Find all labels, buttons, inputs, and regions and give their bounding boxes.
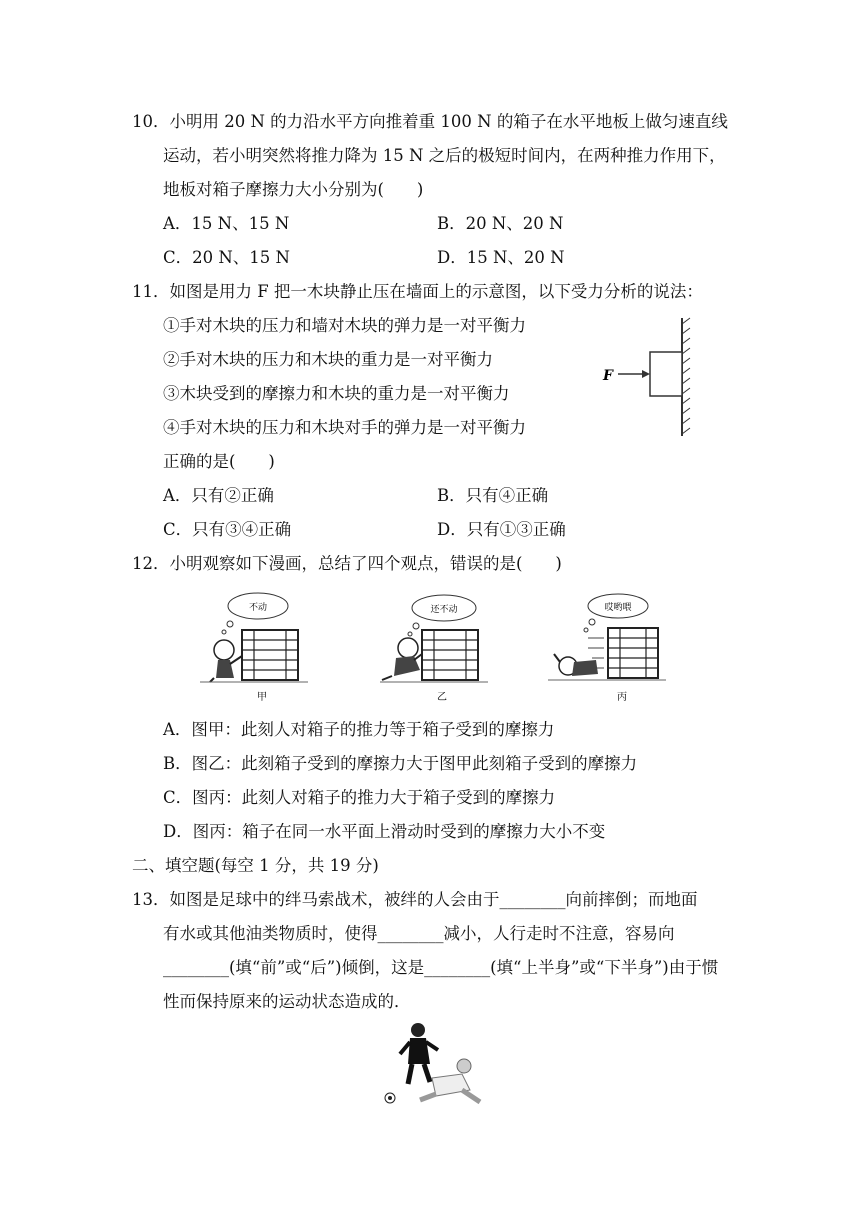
q12-stem: 12．小明观察如下漫画，总结了四个观点，错误的是( ): [132, 554, 562, 573]
football-tackle-image: [380, 1020, 485, 1108]
q11-tail: 正确的是( ): [163, 452, 275, 471]
q11-stem: 11．如图是用力 F 把一木块静止压在墙面上的示意图，以下受力分析的说法：: [132, 282, 703, 301]
q12-option-b: B．图乙：此刻箱子受到的摩擦力大于图甲此刻箱子受到的摩擦力: [163, 754, 638, 773]
panel-label-bing: 丙: [617, 692, 627, 703]
comic-panel-jia: [200, 590, 310, 708]
wall-block-figure: [598, 316, 698, 438]
q10-option-c: C．20 N、15 N: [163, 248, 290, 267]
panel-label-jia: 甲: [257, 692, 267, 703]
wooden-block: [650, 352, 682, 396]
q10-line-3: 地板对箱子摩擦力大小分别为( ): [163, 180, 424, 199]
q11-option-d: D．只有①③正确: [437, 520, 566, 539]
q10-line-2: 运动，若小明突然将推力降为 15 N 之后的极短时间内，在两种推力作用下，: [163, 146, 726, 165]
q11-statement-1: ①手对木块的压力和墙对木块的弹力是一对平衡力: [163, 316, 526, 335]
q11-option-a: A．只有②正确: [163, 486, 274, 505]
q10-option-a: A．15 N、15 N: [163, 214, 290, 233]
q11-option-c: C．只有③④正确: [163, 520, 292, 539]
q13-line-2: 有水或其他油类物质时，使得________减小，人行走时不注意，容易向: [163, 924, 675, 943]
section-heading: 二、填空题(每空 1 分，共 19 分): [132, 856, 379, 875]
q11-option-b: B．只有④正确: [437, 486, 549, 505]
q12-option-a: A．图甲：此刻人对箱子的推力等于箱子受到的摩擦力: [163, 720, 555, 739]
q10-option-b: B．20 N、20 N: [437, 214, 564, 233]
q12-option-c: C．图丙：此刻人对箱子的推力大于箱子受到的摩擦力: [163, 788, 556, 807]
q13-line-4: 性而保持原来的运动状态造成的．: [163, 992, 411, 1011]
bubble-text-bing: 哎哟喂: [604, 603, 632, 613]
q11-statement-2: ②手对木块的压力和木块的重力是一对平衡力: [163, 350, 493, 369]
bubble-text-yi: 还不动: [430, 605, 458, 615]
q12-option-d: D．图丙：箱子在同一水平面上滑动时受到的摩擦力大小不变: [163, 822, 606, 841]
q11-statement-3: ③木块受到的摩擦力和木块的重力是一对平衡力: [163, 384, 510, 403]
q10-option-d: D．15 N、20 N: [437, 248, 565, 267]
panel-label-yi: 乙: [437, 692, 447, 703]
comic-panel-bing: [548, 590, 668, 708]
q13-line-3: ________(填“前”或“后”)倾倒，这是________(填“上半身”或“下半身”)由于惯: [163, 958, 719, 977]
force-label: F: [603, 368, 613, 384]
q13-line-1: 13．如图是足球中的绊马索战术，被绊的人会由于________向前摔倒；而地面: [132, 890, 698, 909]
comic-panel-yi: [380, 590, 490, 708]
bubble-text-jia: 不动: [248, 603, 268, 613]
q10-line-1: 10．小明用 20 N 的力沿水平方向推着重 100 N 的箱子在水平地板上做匀速直线: [132, 112, 728, 131]
q11-statement-4: ④手对木块的压力和木块对手的弹力是一对平衡力: [163, 418, 526, 437]
